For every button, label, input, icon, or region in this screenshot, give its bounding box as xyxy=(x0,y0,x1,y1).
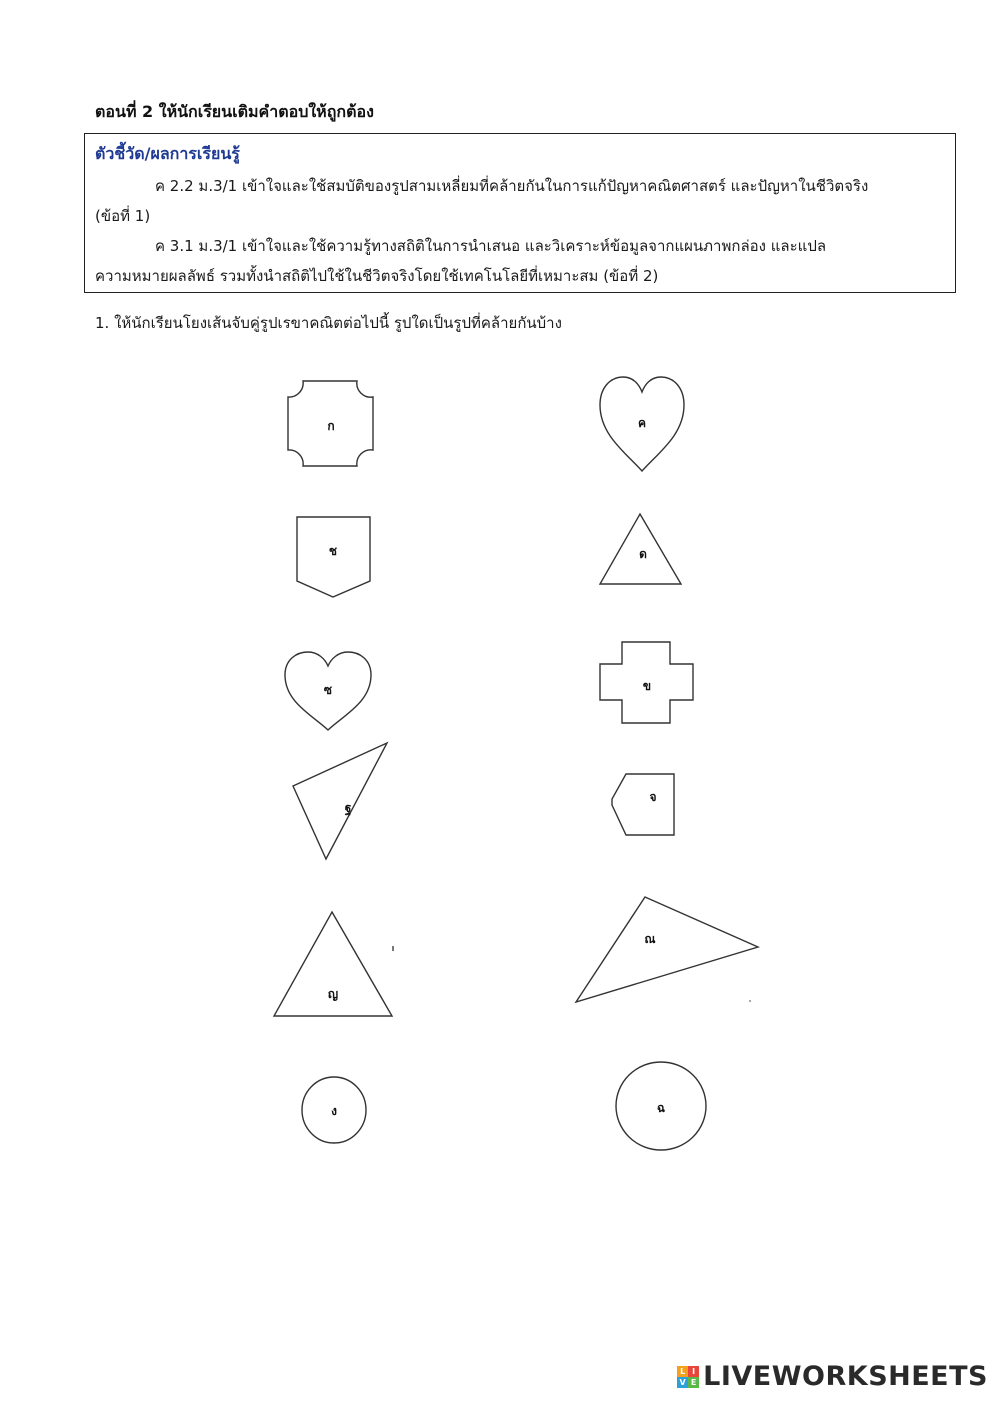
logo-letter-v: V xyxy=(677,1377,688,1388)
shape-label-cho-ching: ฉ xyxy=(656,1101,666,1115)
indicator-line-2-cont: ความหมายผลลัพธ์ รวมทั้งนำสถิติไปใช้ในชีวิตจริงโดยใช้เทคโนโลยีที่เหมาะสม (ข้อที่ 2) xyxy=(95,267,659,285)
shape-label-cho-chang: ช xyxy=(328,544,338,558)
indicator-line-2: ค 3.1 ม.3/1 เข้าใจและใช้ความรู้ทางสถิติในการนำเสนอ และวิเคราะห์ข้อมูลจากแผนภาพกล่อง และแปล xyxy=(155,237,827,255)
shape-label-ngo-ngu: ง xyxy=(331,1104,337,1118)
small-pentagon-icon xyxy=(612,774,674,835)
stray-mark xyxy=(392,946,394,951)
large-circle-shape[interactable] xyxy=(613,1060,709,1152)
large-triangle-shape[interactable] xyxy=(272,910,394,1020)
section-title: ตอนที่ 2 ให้นักเรียนเติมคำตอบให้ถูกต้อง xyxy=(95,102,374,121)
liveworksheets-wordmark: LIVEWORKSHEETS xyxy=(703,1361,988,1392)
small-heart-shape[interactable] xyxy=(282,650,374,732)
logo-letter-i: I xyxy=(688,1366,699,1377)
logo-letter-e: E xyxy=(688,1377,699,1388)
large-scalene-triangle-icon xyxy=(576,897,758,1002)
indicator-line-1: ค 2.2 ม.3/1 เข้าใจและใช้สมบัติของรูปสามเหลี่ยมที่คล้ายกันในการแก้ปัญหาคณิตศาสตร์ และปัญหาในชีวิตจริง xyxy=(155,177,869,195)
large-scalene-triangle-shape[interactable] xyxy=(573,895,761,1005)
stray-dot xyxy=(749,1000,751,1002)
pentagon-shape[interactable] xyxy=(295,515,375,599)
question-text: 1. ให้นักเรียนโยงเส้นจับคู่รูปเรขาคณิตต่อไปนี้ รูปใดเป็นรูปที่คล้ายกันบ้าง xyxy=(95,314,562,332)
small-triangle-shape[interactable] xyxy=(598,512,684,587)
shape-label-cho-chan: จ xyxy=(649,790,657,804)
small-pentagon-shape[interactable] xyxy=(610,772,678,838)
liveworksheets-brand[interactable] xyxy=(677,1361,988,1392)
indicator-heading: ตัวชี้วัด/ผลการเรียนรู้ xyxy=(95,144,240,163)
liveworksheets-logo-icon xyxy=(677,1366,699,1388)
shape-label-so-so: ซ xyxy=(323,683,333,697)
logo-letter-l: L xyxy=(677,1366,688,1377)
shape-label-kho-khwai: ค xyxy=(637,416,647,430)
indicator-line-1-cont: (ข้อที่ 1) xyxy=(95,207,151,225)
scalene-triangle-shape[interactable] xyxy=(290,740,390,862)
scalene-triangle-icon xyxy=(293,743,387,859)
cross-shape[interactable] xyxy=(598,640,696,726)
shape-label-do-dek: ด xyxy=(639,547,647,561)
notched-square-shape[interactable] xyxy=(285,378,380,470)
shape-label-kho-khai: ข xyxy=(642,679,652,693)
indicator-box xyxy=(84,133,956,293)
shape-label-no-nen: ณ xyxy=(644,932,656,946)
shape-label-ko-kai: ก xyxy=(327,419,335,433)
shape-label-yo-ying: ญ xyxy=(327,987,339,1001)
small-circle-shape[interactable] xyxy=(300,1075,368,1145)
shape-label-tho-than: ฐ xyxy=(344,801,352,815)
large-heart-shape[interactable] xyxy=(598,375,686,473)
